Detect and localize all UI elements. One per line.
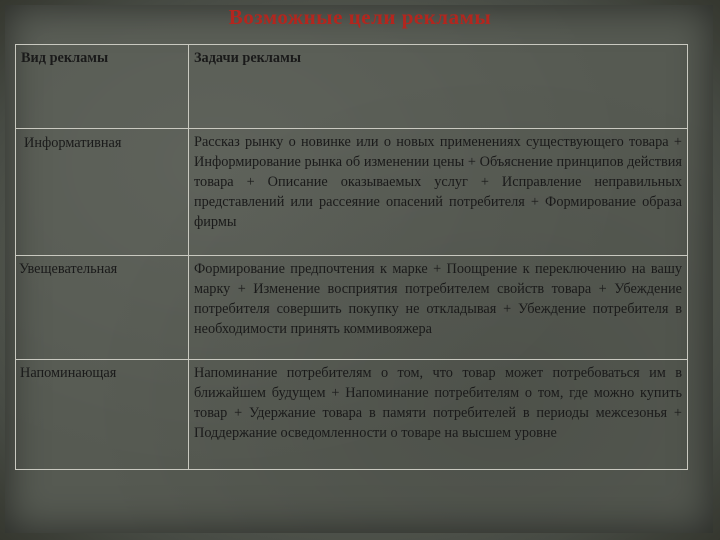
slide-title: Возможные цели рекламы [228, 5, 492, 29]
ad-tasks-cell: Формирование предпочтения к марке + Поощрение к переключению на вашу марку + Изменение восприятия потребителем свойств товара + Убеждение потребителя совершить покупку не откладывая + Убеждение потребителя в необходимости принять коммивояжера [189, 256, 688, 360]
table-row [16, 360, 688, 470]
ad-type-cell: Информативная [16, 129, 189, 256]
ad-type-cell: Напоминающая [16, 360, 189, 470]
table-header-row [16, 45, 688, 129]
header-ad-type: Вид рекламы [16, 45, 189, 129]
ad-goals-table [15, 44, 688, 470]
table-row [16, 256, 688, 360]
table-row [16, 129, 688, 256]
header-ad-tasks: Задачи рекламы [189, 45, 688, 129]
ad-type-cell: Увещевательная [16, 256, 189, 360]
ad-tasks-cell: Напоминание потребителям о том, что товар может потребоваться им в ближайшем будущем + Напоминание потребителям о том, где можно купить товар + Удержание товара в памяти потребителей в периоды межсезонья + Поддержание осведомленности о товаре на высшем уровне [189, 360, 688, 470]
ad-tasks-cell: Рассказ рынку о новинке или о новых применениях существующего товара + Информирование рынка об изменении цены + Объяснение принципов действия товара + Описание оказываемых услуг + Исправление неправильных представлений или рассеяние опасений потребителя + Формирование образа фирмы [189, 129, 688, 256]
